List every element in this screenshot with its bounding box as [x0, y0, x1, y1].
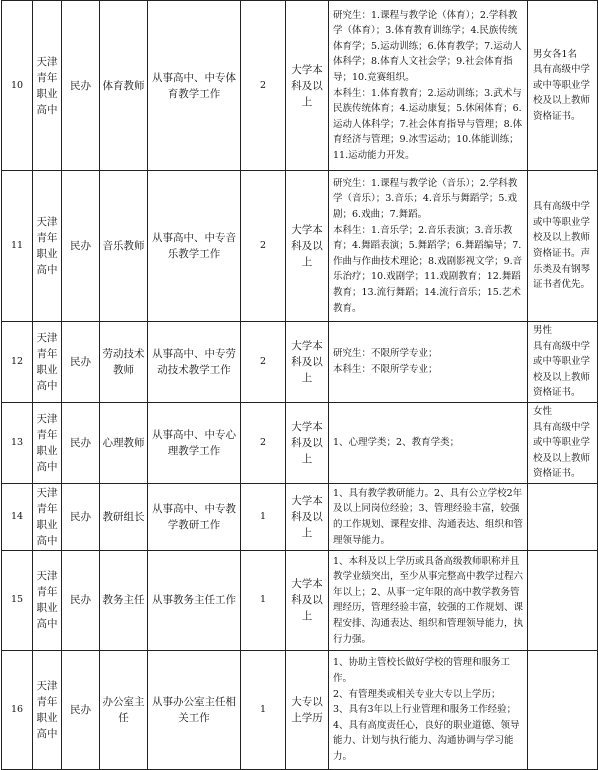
headcount-cell-text: 1 — [259, 703, 267, 715]
position-cell — [100, 550, 148, 650]
requirement-line: 1、本科及以上学历或具备高级教师职称并且教学业绩突出，至少从事完整高中教学过程六年以上；2、从事一定年限的高中教学教务管理经历，管理经验丰富，较强的工作规划、课程安排、沟通表达、组织和管理领导能力，执行力强。 — [333, 555, 524, 645]
condition-line: 女性 — [533, 405, 553, 417]
headcount-cell — [241, 1, 286, 171]
job-duty-cell-text: 从事高中、中专教学教研工作 — [152, 502, 236, 531]
table-row — [2, 402, 598, 483]
position-cell-text: 教研组长 — [102, 510, 145, 523]
row-number-cell — [2, 650, 33, 769]
major-requirements-cell — [329, 483, 528, 550]
headcount-cell — [241, 402, 286, 483]
requirement-line: 研究生：1.课程与教学论（音乐）；2.学科教学（音乐）；3.音乐；4.音乐与舞蹈学；5.戏剧；6.戏曲；7.舞蹈。 — [333, 177, 518, 221]
education-cell — [286, 402, 329, 483]
major-requirements-cell — [329, 650, 528, 769]
employer-cell-text: 天津青年职业高中 — [36, 486, 58, 547]
position-cell-text: 办公室主任 — [102, 695, 145, 724]
education-cell — [286, 650, 329, 769]
school-type-cell — [62, 483, 100, 550]
condition-line: 具有高级中学或中等职业学校及以上教师资格证书。 — [533, 421, 591, 480]
requirement-line: 本科生：1.音乐学；2.音乐表演；3.音乐教育；4.舞蹈表演；5.舞蹈学；6.舞蹈编导；7.作曲与作曲技术理论；8.戏剧影视文学；9.音乐治疗；10.戏剧学；11.戏剧教育；12.舞蹈教育；13.流行舞蹈；14.流行音乐；15.艺术教育。 — [333, 224, 523, 314]
job-duty-cell — [148, 171, 241, 322]
row-number-cell — [2, 550, 33, 650]
table-body — [2, 1, 598, 770]
row-number-cell-text: 10 — [10, 79, 24, 91]
requirement-line: 3、具有3年以上行业管理和服务工作经验； — [333, 704, 517, 716]
recruitment-table — [1, 0, 598, 770]
row-number-cell — [2, 171, 33, 322]
employer-cell-text: 天津青年职业高中 — [36, 412, 58, 473]
job-duty-cell-text: 从事高中、中专劳动技术教学工作 — [152, 347, 236, 376]
headcount-cell-text: 2 — [259, 355, 267, 367]
headcount-cell-text: 2 — [259, 240, 267, 251]
requirement-line: 4、具有高度责任心，良好的职业道德、领导能力、计划与执行能力、沟通协调与学习能力。 — [333, 719, 520, 762]
requirement-line: 1、心理学类；2、教育学类； — [333, 437, 460, 449]
requirement-line: 研究生：1.课程与教学论（体育）；2.学科教学（体育）；3.体育教育训练学；4.民族传统体育学；5.运动训练；6.体育教学；7.运动人体科学；8.体育人文社会学；9.社会体育指导；10.竞赛组织。 — [333, 9, 522, 83]
other-requirements-cell — [528, 402, 598, 483]
requirement-line: 1、协助主管校长做好学校的管理和服务工作。 — [333, 657, 511, 684]
job-duty-cell — [148, 322, 241, 403]
school-type-cell — [62, 171, 100, 322]
major-requirements-cell — [329, 1, 528, 171]
headcount-cell — [241, 650, 286, 769]
headcount-cell — [241, 483, 286, 550]
row-number-cell — [2, 402, 33, 483]
requirement-line: 研究生：不限所学专业； — [333, 348, 438, 360]
headcount-cell — [241, 550, 286, 650]
school-type-cell-text: 民办 — [70, 436, 91, 449]
job-duty-cell — [148, 550, 241, 650]
condition-line: 具有高级中学或中等职业学校及以上教师资格证书。 — [533, 340, 591, 399]
job-duty-cell-text: 从事高中、中专音乐教学工作 — [152, 232, 236, 260]
school-type-cell — [62, 550, 100, 650]
position-cell — [100, 650, 148, 769]
job-duty-cell-text: 从事教务主任工作 — [152, 594, 236, 607]
other-requirements-cell — [528, 322, 598, 403]
education-cell — [286, 550, 329, 650]
job-duty-cell-text: 从事高中、中专体育教学工作 — [152, 71, 236, 100]
education-cell — [286, 1, 329, 171]
row-number-cell-text: 11 — [10, 240, 24, 251]
headcount-cell-text: 2 — [259, 79, 267, 91]
school-type-cell — [62, 322, 100, 403]
other-requirements-cell — [528, 550, 598, 650]
position-cell-text: 心理教师 — [102, 436, 145, 449]
other-requirements-cell — [528, 171, 598, 322]
row-number-cell-text: 14 — [10, 510, 24, 522]
job-duty-cell — [148, 483, 241, 550]
position-cell — [100, 402, 148, 483]
row-number-cell — [2, 1, 33, 171]
condition-line: 具有高级中学或中等职业学校及以上教师资格证书。声乐类及有钢琴证书者优先。 — [533, 201, 591, 291]
education-cell-text: 大学本科及以上 — [291, 224, 323, 268]
job-duty-cell-text: 从事高中、中专心理教学工作 — [152, 428, 236, 457]
row-number-cell-text: 12 — [10, 355, 24, 367]
employer-cell — [33, 171, 62, 322]
employer-cell-text: 天津青年职业高中 — [36, 331, 58, 392]
condition-line: 具有高级中学或中等职业学校及以上教师资格证书。 — [533, 64, 591, 122]
table-row — [2, 171, 598, 322]
school-type-cell-text: 民办 — [70, 79, 91, 92]
table-row — [2, 1, 598, 171]
requirement-line: 本科生：1.体育教育；2.运动训练；3.武术与民族传统体育；4.运动康复；5.休闲体育；6.运动人体科学；7.社会体育指导与管理；8.体育经济与管理；9.冰雪运动；10.体能训练；11.运动能力开发。 — [333, 87, 523, 161]
row-number-cell-text: 15 — [10, 594, 24, 606]
row-number-cell — [2, 483, 33, 550]
school-type-cell — [62, 650, 100, 769]
job-duty-cell — [148, 650, 241, 769]
school-type-cell-text: 民办 — [70, 510, 91, 523]
major-requirements-cell — [329, 550, 528, 650]
position-cell-text: 教务主任 — [102, 594, 145, 607]
position-cell — [100, 483, 148, 550]
row-number-cell-text: 16 — [10, 703, 24, 715]
condition-line: 男女各1名 — [533, 48, 578, 60]
table-row — [2, 550, 598, 650]
position-cell-text: 体育教师 — [102, 79, 145, 92]
education-cell — [286, 171, 329, 322]
headcount-cell-text: 2 — [259, 436, 267, 448]
table-row — [2, 650, 598, 769]
school-type-cell-text: 民办 — [70, 355, 91, 368]
position-cell — [100, 322, 148, 403]
job-duty-cell — [148, 402, 241, 483]
position-cell-text: 劳动技术教师 — [102, 347, 145, 376]
position-cell — [100, 1, 148, 171]
headcount-cell — [241, 322, 286, 403]
job-duty-cell — [148, 1, 241, 171]
school-type-cell — [62, 402, 100, 483]
education-cell-text: 大学本科及以上 — [291, 578, 323, 623]
employer-cell — [33, 550, 62, 650]
headcount-cell-text: 1 — [259, 510, 267, 522]
other-requirements-cell — [528, 650, 598, 769]
condition-line: 男性 — [533, 325, 553, 336]
table-row — [2, 483, 598, 550]
education-cell-text: 大学本科及以上 — [291, 494, 323, 539]
employer-cell-text: 天津青年职业高中 — [36, 679, 58, 740]
education-cell — [286, 483, 329, 550]
row-number-cell-text: 13 — [10, 436, 24, 448]
school-type-cell-text: 民办 — [70, 594, 91, 607]
employer-cell — [33, 322, 62, 403]
other-requirements-cell — [528, 483, 598, 550]
row-number-cell — [2, 322, 33, 403]
major-requirements-cell — [329, 322, 528, 403]
major-requirements-cell — [329, 171, 528, 322]
requirement-line: 2、有管理类或相关专业大专以上学历； — [333, 688, 501, 700]
education-cell — [286, 322, 329, 403]
headcount-cell-text: 1 — [259, 594, 267, 606]
education-cell-text: 大学本科及以上 — [291, 63, 323, 108]
school-type-cell-text: 民办 — [70, 703, 91, 716]
job-duty-cell-text: 从事办公室主任相关工作 — [152, 695, 236, 724]
position-cell — [100, 171, 148, 322]
employer-cell — [33, 402, 62, 483]
table-row — [2, 322, 598, 403]
employer-cell-text: 天津青年职业高中 — [36, 55, 58, 116]
education-cell-text: 大专以上学历 — [291, 695, 323, 724]
other-requirements-cell — [528, 1, 598, 171]
employer-cell — [33, 650, 62, 769]
requirement-line: 本科生：不限所学专业； — [333, 363, 438, 375]
requirement-line: 1、具有教学教研能力。2、具有公立学校2年及以上同岗位经验；3、管理经验丰富，较强的工作规划、课程安排、沟通表达、组织和管理领导能力。 — [333, 487, 524, 546]
employer-cell-text: 天津青年职业高中 — [36, 570, 58, 631]
school-type-cell-text: 民办 — [70, 240, 91, 252]
education-cell-text: 大学本科及以上 — [291, 420, 323, 465]
headcount-cell — [241, 171, 286, 322]
employer-cell — [33, 483, 62, 550]
employer-cell — [33, 1, 62, 171]
employer-cell-text: 天津青年职业高中 — [36, 216, 58, 276]
position-cell-text: 音乐教师 — [102, 240, 145, 252]
major-requirements-cell — [329, 402, 528, 483]
education-cell-text: 大学本科及以上 — [291, 339, 323, 384]
school-type-cell — [62, 1, 100, 171]
